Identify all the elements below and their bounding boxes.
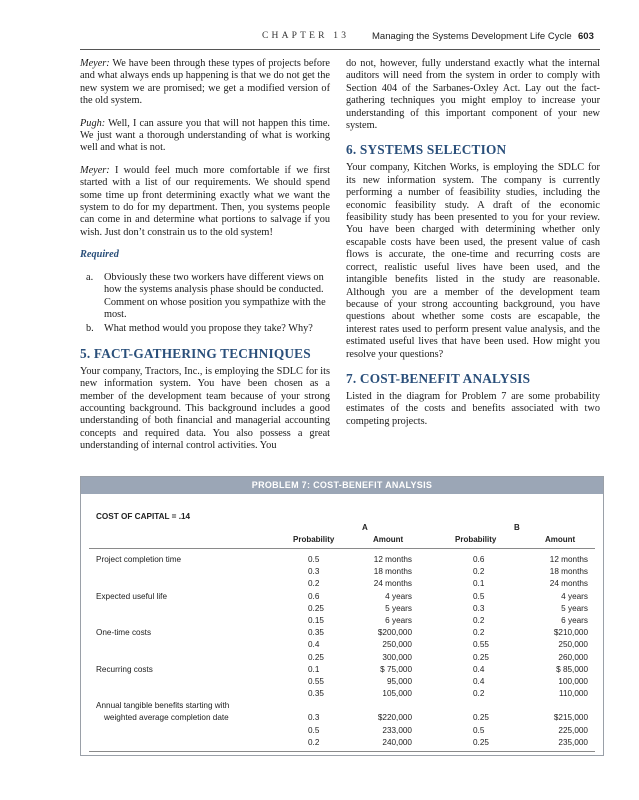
table-bottom-rule bbox=[89, 751, 595, 752]
header-rule bbox=[80, 49, 600, 50]
row-label: weighted average completion date bbox=[104, 713, 229, 723]
amount-b-cell: 100,000 bbox=[558, 676, 588, 686]
required-heading: Required bbox=[80, 249, 119, 261]
dialogue-paragraph bbox=[80, 165, 330, 239]
amount-b-cell: 12 months bbox=[549, 555, 588, 564]
probability-b-cell: 0.6 bbox=[473, 555, 485, 564]
speaker-name: Pugh: bbox=[80, 117, 106, 129]
dialogue-text: I would feel much more comfortable if we first started with a list of our requirements. We should spend some time up front determining exactly what we want the system to do for my department. Then, you systems people can come in and determine what portions to salvage if you wish. Just don’t constrain us to the old system! bbox=[80, 164, 331, 238]
probability-a-cell: 0.2 bbox=[308, 737, 320, 747]
required-item bbox=[80, 272, 330, 322]
probability-a-cell: 0.55 bbox=[308, 676, 324, 686]
amount-b-cell: 225,000 bbox=[558, 725, 588, 735]
item-label: b. bbox=[86, 323, 94, 335]
table-row bbox=[81, 700, 603, 712]
probability-a-cell: 0.3 bbox=[308, 567, 320, 577]
table-header-rule bbox=[89, 548, 595, 549]
probability-b-cell: 0.3 bbox=[473, 603, 485, 613]
amount-a-cell: 250,000 bbox=[382, 640, 412, 650]
table-row bbox=[81, 639, 603, 651]
amount-a-cell: 12 months bbox=[373, 555, 412, 564]
required-list bbox=[80, 272, 330, 336]
amount-a-cell: 6 years bbox=[385, 615, 412, 625]
amount-b-cell: $ 85,000 bbox=[556, 664, 588, 674]
probability-a-cell: 0.6 bbox=[308, 591, 320, 601]
problem-7-table bbox=[80, 476, 604, 756]
dialogue-paragraph bbox=[80, 118, 330, 155]
section-5-text: Your company, Tractors, Inc., is employing the SDLC for its new information system. You have been chosen as a member of the development team because of your strong accounting background. This background includes a good understanding of both financial and managerial accounting concepts and required data. You also possess a great understanding of internal control activities. You bbox=[80, 365, 330, 452]
amount-a-cell: 24 months bbox=[373, 579, 412, 589]
table-row bbox=[81, 578, 603, 590]
probability-b-cell: 0.25 bbox=[473, 652, 489, 662]
amount-a-cell: 95,000 bbox=[386, 676, 412, 686]
probability-b-cell: 0.25 bbox=[473, 737, 489, 747]
table-row bbox=[81, 664, 603, 676]
probability-a-cell: 0.2 bbox=[308, 579, 320, 589]
amount-b-cell: 6 years bbox=[561, 615, 588, 625]
dialogue-text: We have been through these types of projects before and what always ends up happening is that we do not get the new system we are promised; we get a modified version of the old system. bbox=[80, 58, 330, 107]
amount-a-cell: 105,000 bbox=[382, 689, 412, 699]
amount-b-cell: 24 months bbox=[549, 579, 588, 589]
table-row bbox=[81, 603, 603, 615]
table-title: PROBLEM 7: COST-BENEFIT ANALYSIS bbox=[81, 477, 603, 494]
item-text: What method would you propose they take? Why? bbox=[104, 323, 313, 335]
amount-b-cell: 260,000 bbox=[558, 652, 588, 662]
amount-a-cell: $200,000 bbox=[377, 628, 412, 638]
section-7-text: Listed in the diagram for Problem 7 are some probability estimates of the costs and benefits associated with two competing projects. bbox=[346, 390, 600, 427]
amount-b-cell: 250,000 bbox=[558, 640, 588, 650]
right-column bbox=[346, 58, 600, 438]
amount-a-cell: 5 years bbox=[385, 603, 412, 613]
probability-a-cell: 0.35 bbox=[308, 689, 324, 699]
speaker-name: Meyer: bbox=[80, 58, 110, 69]
probability-a-cell: 0.4 bbox=[308, 640, 320, 650]
amount-a-cell: $220,000 bbox=[377, 713, 412, 723]
amount-b-cell: 110,000 bbox=[559, 689, 588, 699]
running-header bbox=[0, 31, 639, 45]
col-header-amount-a: Amount bbox=[373, 535, 404, 544]
speaker-name: Meyer: bbox=[80, 164, 110, 176]
amount-b-cell: 235,000 bbox=[558, 737, 588, 747]
probability-b-cell: 0.2 bbox=[473, 615, 485, 625]
probability-a-cell: 0.35 bbox=[308, 628, 324, 638]
table-row bbox=[81, 554, 603, 566]
group-a-label: A bbox=[362, 523, 368, 532]
amount-a-cell: 233,000 bbox=[382, 725, 412, 735]
item-label: a. bbox=[86, 271, 94, 283]
amount-b-cell: 18 months bbox=[549, 567, 588, 577]
probability-b-cell: 0.55 bbox=[473, 640, 489, 650]
probability-a-cell: 0.1 bbox=[308, 664, 320, 674]
section-heading-5: 5. FACT-GATHERING TECHNIQUES bbox=[80, 345, 311, 361]
col-header-probability-a: Probability bbox=[293, 535, 335, 544]
probability-b-cell: 0.25 bbox=[473, 713, 489, 723]
probability-a-cell: 0.15 bbox=[308, 615, 324, 625]
amount-b-cell: 5 years bbox=[561, 603, 588, 613]
table-row bbox=[81, 712, 603, 724]
amount-a-cell: 240,000 bbox=[382, 737, 412, 747]
table-row bbox=[81, 725, 603, 737]
row-label: Annual tangible benefits starting with bbox=[96, 701, 230, 711]
amount-a-cell: 4 years bbox=[385, 591, 412, 601]
left-column bbox=[80, 58, 330, 463]
table-row bbox=[81, 566, 603, 578]
table-row bbox=[81, 676, 603, 688]
group-b-label: B bbox=[514, 523, 520, 532]
table-row bbox=[81, 627, 603, 639]
probability-a-cell: 0.25 bbox=[308, 603, 324, 613]
table-row bbox=[81, 737, 603, 749]
chapter-title: Managing the Systems Development Life Cycle bbox=[372, 31, 572, 42]
dialogue-paragraph bbox=[80, 58, 330, 108]
table-body bbox=[81, 554, 603, 749]
row-label: Expected useful life bbox=[96, 591, 168, 601]
table-row bbox=[81, 652, 603, 664]
continuation-text: do not, however, fully understand exactly what the internal auditors will need from the system in order to comply with Section 404 of the Sarbanes-Oxley Act. Lay out the fact-gathering techniques you might employ to increase your understanding of this important component of your new system. bbox=[346, 58, 600, 132]
amount-b-cell: $215,000 bbox=[553, 713, 588, 723]
section-heading-6: 6. SYSTEMS SELECTION bbox=[346, 142, 507, 158]
probability-a-cell: 0.5 bbox=[308, 725, 320, 735]
amount-a-cell: 300,000 bbox=[382, 652, 412, 662]
table-row bbox=[81, 688, 603, 700]
table-row bbox=[81, 591, 603, 603]
required-item bbox=[80, 323, 330, 335]
amount-b-cell: $210,000 bbox=[553, 628, 588, 638]
cost-of-capital: COST OF CAPITAL = .14 bbox=[96, 512, 191, 521]
dialogue-text: Well, I can assure you that will not happen this time. We just want a thorough understanding of what is working well and what is not. bbox=[80, 117, 330, 154]
amount-a-cell: $ 75,000 bbox=[380, 664, 412, 674]
row-label: One-time costs bbox=[96, 628, 152, 638]
section-6-text: Your company, Kitchen Works, is employing the SDLC for its new information system. The company is currently performing a number of feasibility studies, including the economic feasibility study. A draft of the economic feasibility study has been presented to you for your review. You have been charged with determining whether only escapable costs have been used, the present value of cash flows is accurate, the one-time and recurring costs are correct, realistic useful lives have been used, and the intangible benefits listed in the study are reasonable. Although you are a member of the development team because of your strong accounting background, you have questions about whether some costs are escapable, the interest rates used to perform present value analysis, and the estimated useful lives that have been used. How might you resolve your questions? bbox=[346, 162, 600, 360]
probability-b-cell: 0.1 bbox=[473, 579, 485, 589]
item-text: Obviously these two workers have different views on how the systems analysis phase should be conducted. Comment on whose position you sympathize with the most. bbox=[104, 271, 326, 320]
amount-a-cell: 18 months bbox=[373, 567, 412, 577]
page-number: 603 bbox=[578, 31, 594, 42]
section-heading-7: 7. COST-BENEFIT ANALYSIS bbox=[346, 370, 531, 386]
probability-b-cell: 0.5 bbox=[473, 591, 485, 601]
probability-b-cell: 0.4 bbox=[473, 676, 485, 686]
chapter-label: CHAPTER 13 bbox=[262, 31, 350, 41]
amount-b-cell: 4 years bbox=[561, 591, 588, 601]
probability-b-cell: 0.4 bbox=[473, 664, 485, 674]
row-label: Recurring costs bbox=[96, 664, 153, 674]
row-label: Project completion time bbox=[96, 555, 182, 564]
probability-b-cell: 0.2 bbox=[473, 689, 485, 699]
probability-b-cell: 0.2 bbox=[473, 567, 485, 577]
probability-a-cell: 0.5 bbox=[308, 555, 320, 564]
table-row bbox=[81, 615, 603, 627]
col-header-probability-b: Probability bbox=[455, 535, 497, 544]
probability-b-cell: 0.2 bbox=[473, 628, 485, 638]
col-header-amount-b: Amount bbox=[545, 535, 576, 544]
probability-a-cell: 0.3 bbox=[308, 713, 320, 723]
probability-b-cell: 0.5 bbox=[473, 725, 485, 735]
probability-a-cell: 0.25 bbox=[308, 652, 324, 662]
